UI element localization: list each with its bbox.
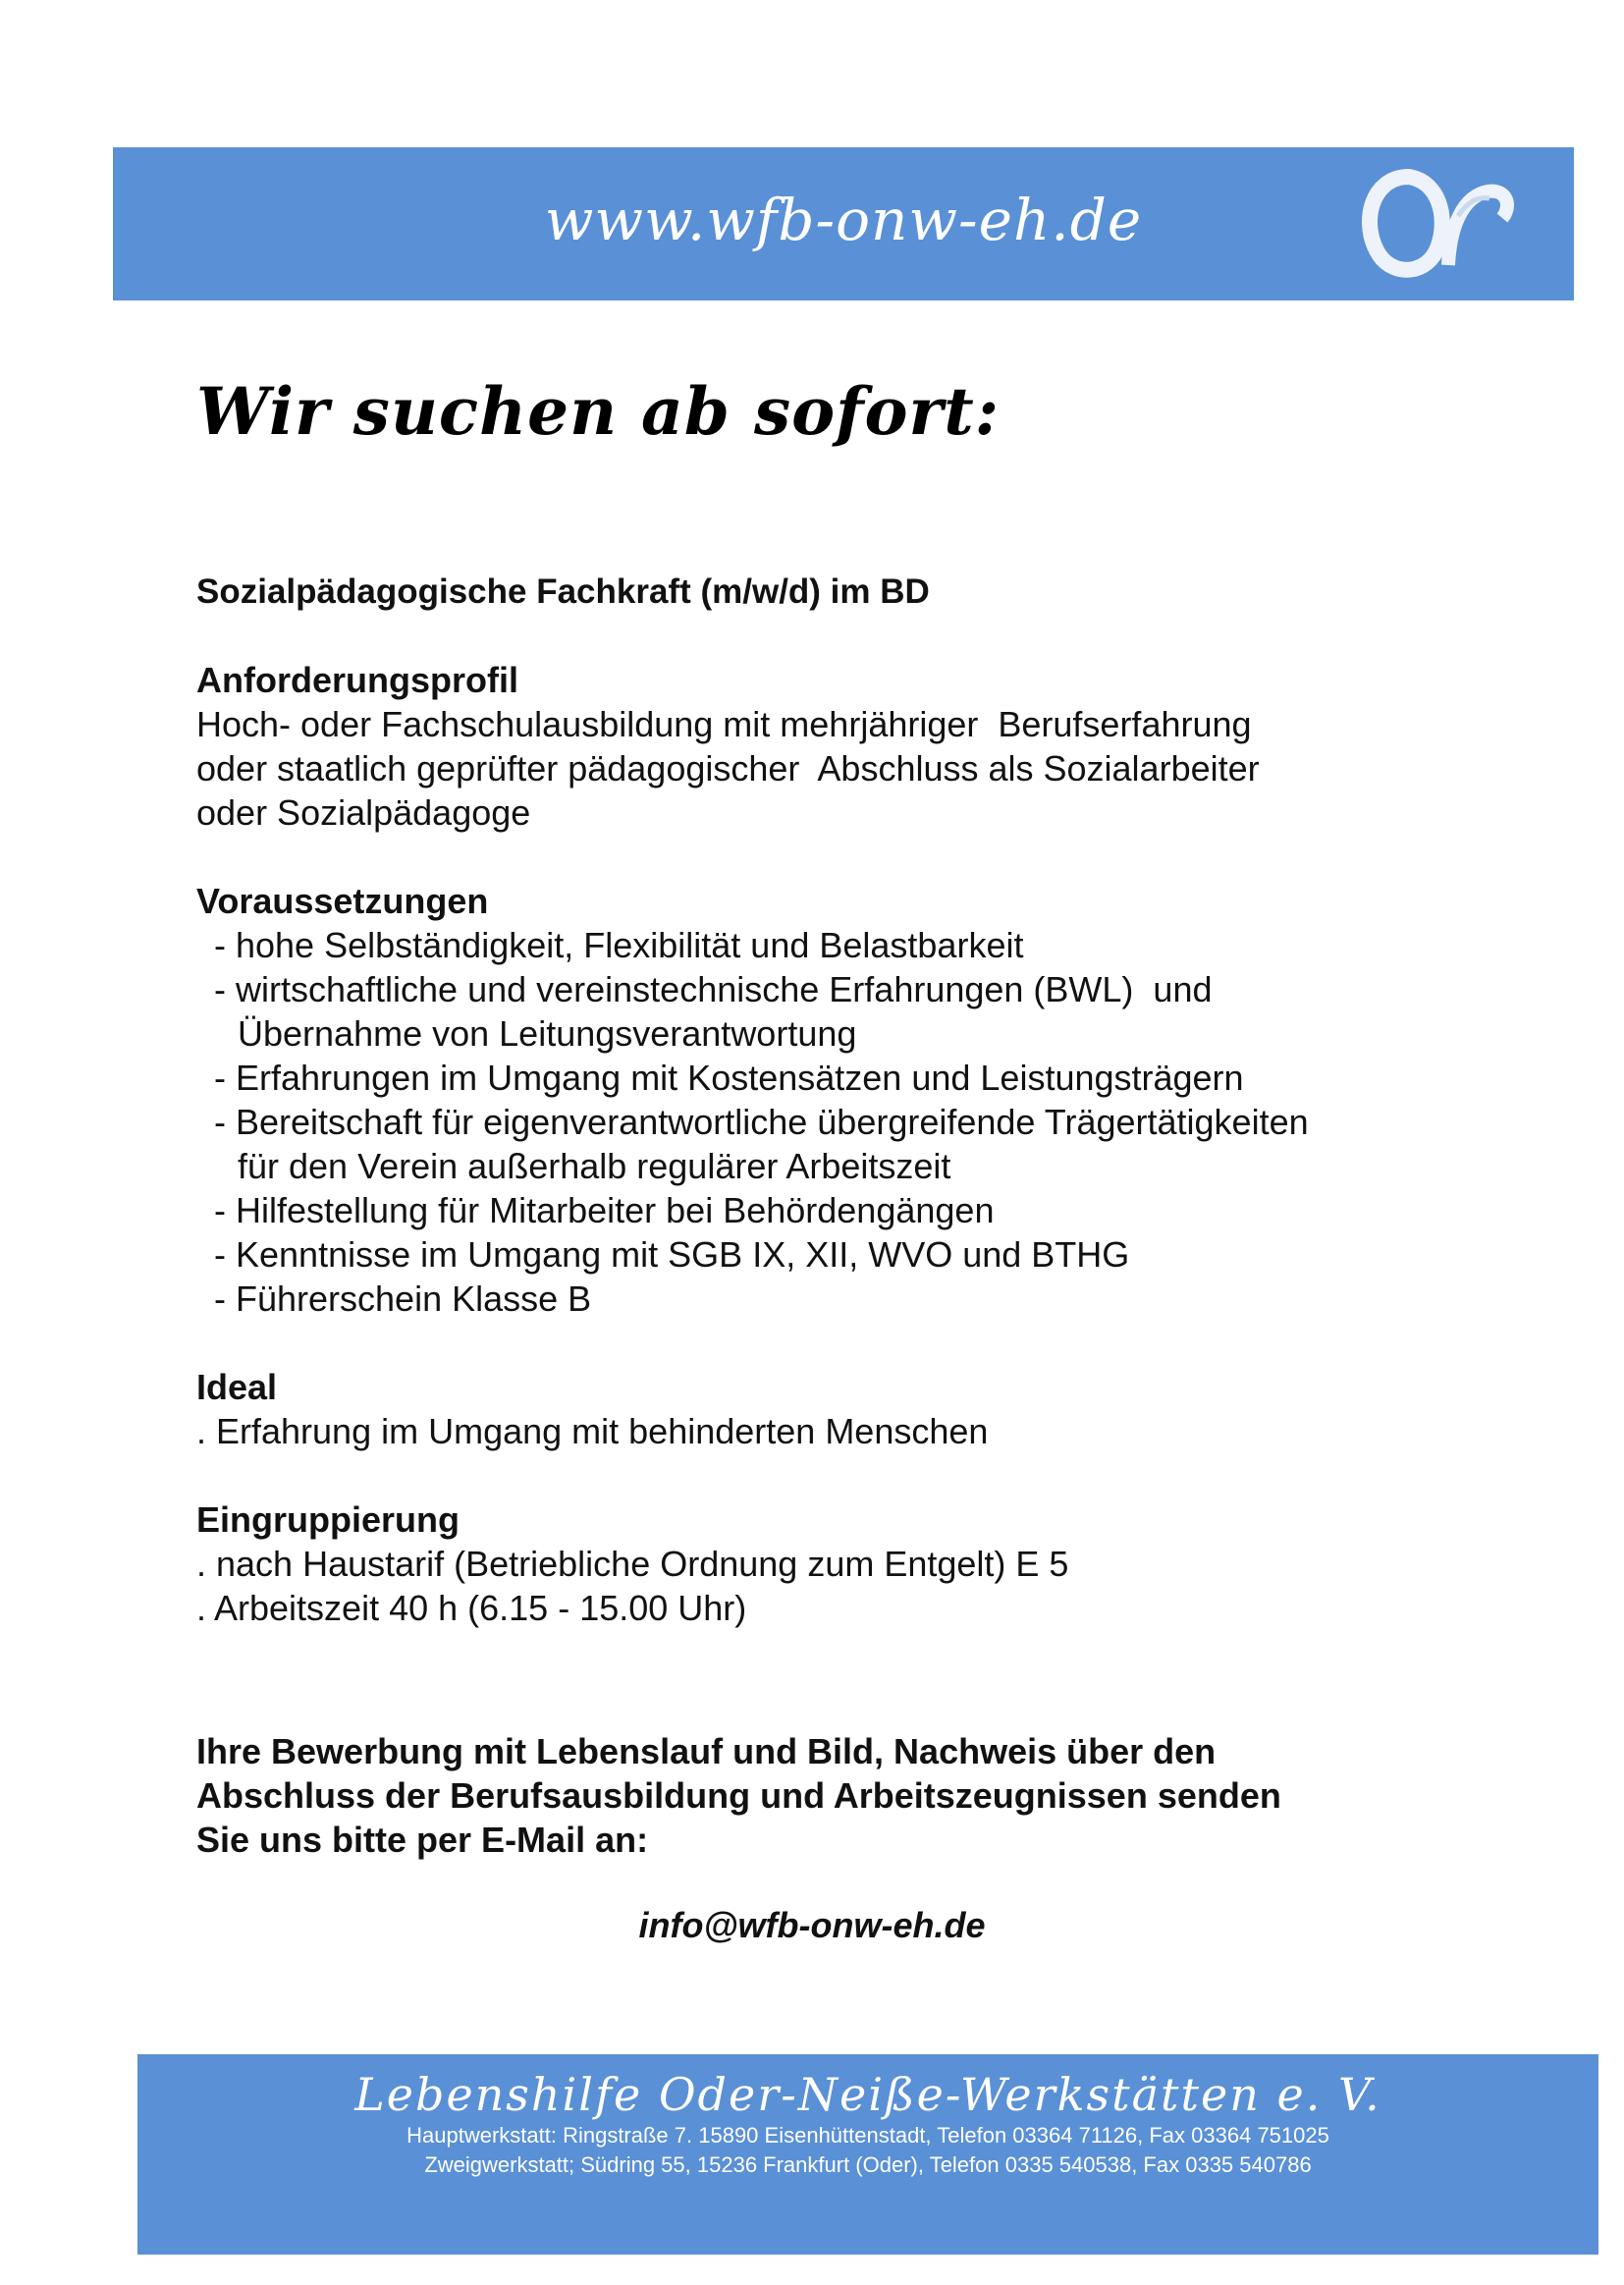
website-url[interactable]: www.wfb-onw-eh.de: [544, 187, 1143, 253]
section-title: Anforderungsprofil: [196, 660, 518, 700]
section-voraussetzungen: [196, 879, 1473, 1321]
text-line: Ihre Bewerbung mit Lebenslauf und Bild, Nachweis über den: [196, 1731, 1217, 1771]
application-instructions: [196, 1729, 1473, 1862]
list-item: . Arbeitszeit 40 h (6.15 - 15.00 Uhr): [196, 1588, 747, 1628]
job-title: Sozialpädagogische Fachkraft (m/w/d) im BD: [196, 572, 930, 611]
section-title: Ideal: [196, 1367, 278, 1407]
section-anforderungsprofil: [196, 658, 1473, 835]
section-eingruppierung: [196, 1497, 1473, 1630]
list-item: . Erfahrung im Umgang mit behinderten Menschen: [196, 1411, 989, 1451]
section-title: Eingruppierung: [196, 1499, 460, 1540]
list-item: - Hilfestellung für Mitarbeiter bei Behördengängen: [214, 1190, 995, 1230]
job-posting-body: [196, 570, 1473, 1674]
text-line: oder staatlich geprüfter pädagogischer Abschluss als Sozialarbeiter: [196, 748, 1260, 789]
list-item: - wirtschaftliche und vereinstechnische Erfahrungen (BWL) und: [214, 969, 1213, 1009]
contact-email-link[interactable]: info@wfb-onw-eh.de: [638, 1905, 986, 1945]
text-line: Abschluss der Berufsausbildung und Arbeitszeugnissen senden: [196, 1775, 1281, 1816]
text-line: Hoch- oder Fachschulausbildung mit mehrjähriger Berufserfahrung: [196, 704, 1252, 744]
branch-workshop-address: Zweigwerkstatt; Südring 55, 15236 Frankfurt (Oder), Telefon 0335 540538, Fax 0335 540786: [424, 2152, 1312, 2177]
text-line: Sie uns bitte per E-Mail an:: [196, 1820, 649, 1860]
list-item: - hohe Selbständigkeit, Flexibilität und Belastbarkeit: [214, 925, 1024, 965]
text-line: oder Sozialpädagoge: [196, 792, 531, 833]
list-item: - Erfahrungen im Umgang mit Kostensätzen und Leistungsträgern: [214, 1058, 1244, 1098]
organization-name: Lebenshilfe Oder-Neiße-Werkstätten e. V.: [354, 2068, 1381, 2121]
list-item: . nach Haustarif (Betriebliche Ordnung zum Entgelt) E 5: [196, 1544, 1069, 1584]
list-item: - Bereitschaft für eigenverantwortliche übergreifende Trägertätigkeiten: [214, 1102, 1309, 1142]
main-workshop-address: Hauptwerkstatt: Ringstraße 7. 15890 Eisenhüttenstadt, Telefon 03364 71126, Fax 03364 751025: [406, 2123, 1329, 2148]
headline: Wir suchen ab sofort:: [196, 373, 1001, 450]
section-ideal: [196, 1365, 1473, 1453]
footer-banner: [137, 2054, 1598, 2255]
list-item-continuation: für den Verein außerhalb regulärer Arbeitszeit: [238, 1146, 951, 1186]
list-item: - Kenntnisse im Umgang mit SGB IX, XII, WVO und BTHG: [214, 1234, 1130, 1275]
list-item-continuation: Übernahme von Leitungsverantwortung: [238, 1013, 857, 1054]
on-monogram-logo: [1340, 157, 1537, 291]
header-banner: [113, 147, 1574, 300]
list-item: - Führerschein Klasse B: [214, 1279, 592, 1319]
section-title: Voraussetzungen: [196, 881, 489, 921]
